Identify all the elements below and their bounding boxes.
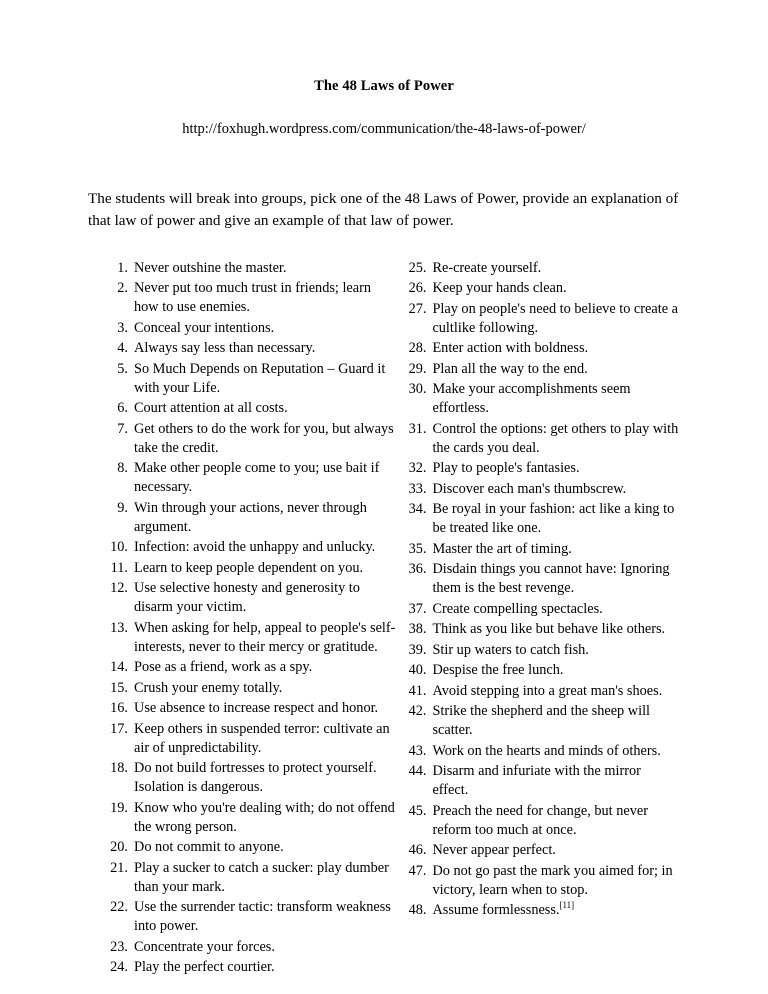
law-text: Never appear perfect.	[432, 842, 556, 859]
law-item	[406, 641, 680, 660]
law-number: 48.	[408, 902, 427, 919]
law-number: 10.	[110, 539, 128, 556]
law-number: 17.	[110, 720, 128, 737]
law-number: 7.	[117, 420, 128, 437]
law-number: 46.	[408, 842, 427, 859]
law-item	[406, 480, 680, 499]
page-title: The 48 Laws of Power	[314, 78, 454, 94]
law-text: Despise the free lunch.	[432, 662, 564, 679]
law-number: 13.	[110, 619, 128, 636]
law-number: 6.	[117, 400, 128, 417]
law-number: 35.	[408, 540, 427, 557]
law-text: Be royal in your fashion: act like a king to be treated like one.	[432, 501, 675, 537]
law-item	[108, 720, 398, 758]
law-item	[406, 762, 680, 800]
law-number: 1.	[117, 259, 128, 276]
law-text: Know who you're dealing with; do not offend the wrong person.	[134, 799, 395, 835]
law-number: 31.	[408, 420, 427, 437]
law-number: 19.	[110, 799, 128, 816]
laws-column-left	[88, 259, 398, 979]
law-item	[406, 339, 680, 358]
law-item	[108, 938, 398, 957]
law-item	[406, 742, 680, 761]
law-number: 33.	[408, 480, 427, 497]
laws-column-right	[398, 259, 680, 922]
law-item	[406, 360, 680, 379]
laws-list-left	[108, 259, 398, 978]
law-number: 5.	[117, 360, 128, 377]
law-text: When asking for help, appeal to people's self-interests, never to their mercy or gratitude.	[134, 619, 396, 655]
law-text: Learn to keep people dependent on you.	[134, 559, 364, 576]
law-item	[108, 838, 398, 857]
law-text: Get others to do the work for you, but always take the credit.	[134, 420, 394, 456]
law-number: 34.	[408, 501, 427, 518]
law-item	[108, 399, 398, 418]
law-text: Think as you like but behave like others.	[432, 621, 666, 638]
law-item	[406, 300, 680, 338]
law-item	[108, 279, 398, 317]
law-text: Play on people's need to believe to create a cultlike following.	[432, 300, 678, 336]
law-item	[108, 459, 398, 497]
law-number: 32.	[408, 460, 427, 477]
law-text: Use absence to increase respect and honor.	[134, 700, 379, 717]
law-item	[406, 540, 680, 559]
law-text: Play the perfect courtier.	[134, 959, 275, 976]
law-number: 18.	[110, 760, 128, 777]
law-item	[406, 620, 680, 639]
law-text: Stir up waters to catch fish.	[432, 641, 589, 658]
law-number: 45.	[408, 802, 427, 819]
law-number: 37.	[408, 600, 427, 617]
law-item	[406, 560, 680, 598]
law-item	[108, 958, 398, 977]
law-item	[406, 901, 680, 920]
law-text: Keep your hands clean.	[432, 280, 567, 297]
law-text: Never put too much trust in friends; learn how to use enemies.	[134, 280, 372, 316]
law-number: 39.	[408, 641, 427, 658]
law-number: 11.	[110, 559, 128, 576]
law-item	[406, 279, 680, 298]
law-number: 24.	[110, 959, 128, 976]
law-number: 3.	[117, 319, 128, 336]
law-text: Do not build fortresses to protect yourself. Isolation is dangerous.	[134, 760, 377, 796]
law-text: Re-create yourself.	[432, 259, 542, 276]
law-number: 43.	[408, 742, 427, 759]
law-number: 21.	[110, 859, 128, 876]
law-text: Always say less than necessary.	[134, 340, 316, 357]
law-text: Plan all the way to the end.	[432, 360, 588, 377]
law-text: Use the surrender tactic: transform weakness into power.	[134, 899, 391, 935]
law-text: Avoid stepping into a great man's shoes.	[432, 682, 663, 699]
law-item	[108, 859, 398, 897]
law-text: Strike the shepherd and the sheep will scatter.	[432, 703, 651, 739]
law-item	[108, 360, 398, 398]
law-item	[108, 579, 398, 617]
law-number: 47.	[408, 862, 427, 879]
intro-paragraph: The students will break into groups, pick one of the 48 Laws of Power, provide an explanation of that law of power and give an example of that law of power.	[88, 190, 679, 230]
law-item	[406, 661, 680, 680]
law-item	[406, 600, 680, 619]
law-text: Keep others in suspended terror: cultivate an air of unpredictability.	[134, 720, 390, 756]
law-number: 36.	[408, 561, 427, 578]
law-text: Concentrate your forces.	[134, 938, 275, 955]
law-text: Enter action with boldness.	[432, 340, 589, 357]
law-item	[108, 898, 398, 936]
law-item	[108, 619, 398, 657]
law-number: 20.	[110, 839, 128, 856]
law-number: 9.	[117, 499, 128, 516]
law-text: Play a sucker to catch a sucker: play dumber than your mark.	[134, 859, 389, 895]
law-item	[406, 420, 680, 458]
law-text: Make other people come to you; use bait if necessary.	[134, 460, 380, 496]
law-item	[406, 862, 680, 900]
laws-columns	[88, 259, 680, 979]
source-url[interactable]: http://foxhugh.wordpress.com/communication/the-48-laws-of-power/	[182, 121, 586, 137]
law-item	[108, 538, 398, 557]
law-item	[108, 799, 398, 837]
law-text: Disdain things you cannot have: Ignoring them is the best revenge.	[432, 561, 670, 597]
laws-list-right	[406, 259, 680, 921]
law-number: 2.	[117, 280, 128, 297]
law-item	[406, 841, 680, 860]
law-number: 29.	[408, 360, 427, 377]
law-number: 44.	[408, 763, 427, 780]
law-text: Preach the need for change, but never reform too much at once.	[432, 802, 648, 838]
law-text: Win through your actions, never through argument.	[134, 499, 367, 535]
law-text: Make your accomplishments seem effortless.	[432, 381, 631, 417]
citation-marker[interactable]: [11]	[559, 900, 575, 911]
law-number: 14.	[110, 659, 128, 676]
law-text: Create compelling spectacles.	[432, 600, 603, 617]
law-text: Play to people's fantasies.	[432, 460, 580, 477]
law-item	[108, 420, 398, 458]
law-number: 41.	[408, 682, 427, 699]
law-text: Do not go past the mark you aimed for; in victory, learn when to stop.	[432, 862, 673, 898]
law-number: 25.	[408, 259, 427, 276]
law-number: 38.	[408, 621, 427, 638]
law-number: 27.	[408, 300, 427, 317]
law-item	[108, 759, 398, 797]
law-text: Never outshine the master.	[134, 259, 287, 276]
law-number: 22.	[110, 899, 128, 916]
law-item	[108, 658, 398, 677]
law-item	[108, 339, 398, 358]
law-item	[406, 702, 680, 740]
law-text: Assume formlessness.[11]	[432, 900, 575, 919]
law-number: 42.	[408, 703, 427, 720]
law-item	[406, 259, 680, 278]
law-item	[108, 559, 398, 578]
law-item	[108, 259, 398, 278]
law-text: Conceal your intentions.	[134, 319, 275, 336]
law-number: 28.	[408, 340, 427, 357]
law-text: So Much Depends on Reputation – Guard it with your Life.	[134, 360, 386, 396]
law-text: Crush your enemy totally.	[134, 679, 283, 696]
law-number: 8.	[117, 460, 128, 477]
law-text: Do not commit to anyone.	[134, 839, 284, 856]
law-text: Court attention at all costs.	[134, 400, 288, 417]
law-number: 26.	[408, 280, 427, 297]
law-text: Master the art of timing.	[432, 540, 572, 557]
law-item	[108, 499, 398, 537]
law-text: Disarm and infuriate with the mirror effect.	[432, 763, 641, 799]
law-number: 23.	[110, 938, 128, 955]
law-item	[108, 679, 398, 698]
law-text: Pose as a friend, work as a spy.	[134, 659, 313, 676]
law-item	[108, 319, 398, 338]
law-text: Discover each man's thumbscrew.	[432, 480, 627, 497]
law-text: Use selective honesty and generosity to disarm your victim.	[134, 580, 360, 616]
law-number: 30.	[408, 381, 427, 398]
law-number: 16.	[110, 700, 128, 717]
law-text: Control the options: get others to play with the cards you deal.	[432, 420, 679, 456]
law-item	[406, 682, 680, 701]
law-number: 40.	[408, 662, 427, 679]
law-number: 12.	[110, 580, 128, 597]
law-item	[406, 500, 680, 538]
law-item	[406, 802, 680, 840]
law-number: 15.	[110, 679, 128, 696]
law-number: 4.	[117, 340, 128, 357]
law-text: Work on the hearts and minds of others.	[432, 742, 661, 759]
law-item	[406, 380, 680, 418]
law-text: Infection: avoid the unhappy and unlucky.	[134, 539, 376, 556]
law-item	[406, 459, 680, 478]
law-item	[108, 699, 398, 718]
